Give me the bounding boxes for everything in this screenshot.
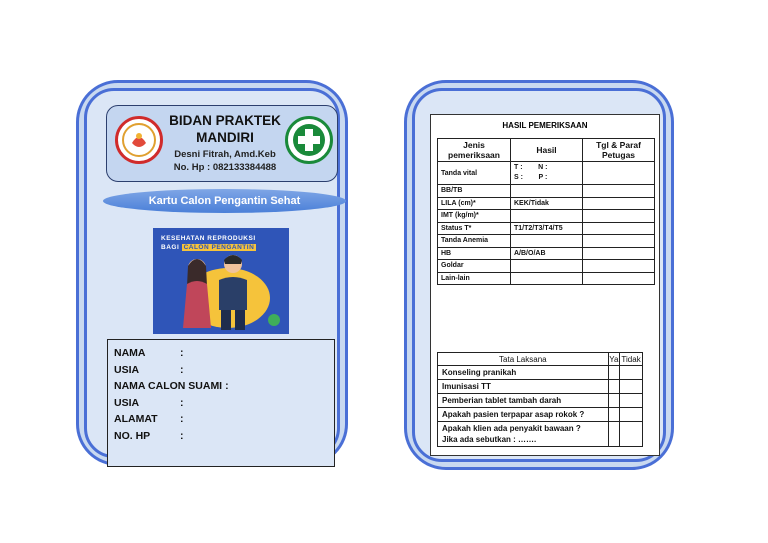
- field-sep: :: [225, 380, 229, 392]
- exam-sign-cell: [583, 210, 655, 223]
- exam-result-cell: [511, 260, 583, 273]
- care-yes-cell: [608, 422, 620, 447]
- exam-result-cell: A/B/O/AB: [511, 247, 583, 260]
- exam-sign-cell: [583, 260, 655, 273]
- care-no-cell: [620, 366, 643, 380]
- exam-result-cell: T1/T2/T3/T4/T5: [511, 222, 583, 235]
- examination-table: [437, 138, 655, 285]
- column-header-care: Tata Laksana: [438, 353, 609, 366]
- registration-card-inner: [84, 88, 340, 458]
- care-yes-cell: [608, 408, 620, 422]
- field-usia-suami: [114, 395, 328, 412]
- table-row: [438, 247, 655, 260]
- care-no-cell: [620, 394, 643, 408]
- exam-sign-cell: [583, 272, 655, 285]
- exam-sign-cell: [583, 247, 655, 260]
- field-label: NAMA CALON SUAMI: [114, 380, 223, 392]
- health-cross-logo-icon: [285, 116, 333, 164]
- examination-sheet: [430, 114, 660, 456]
- exam-name-cell: Tanda vital: [438, 162, 511, 185]
- midwife-phone: No. Hp : 082133384488: [173, 162, 277, 173]
- exam-sign-cell: [583, 185, 655, 198]
- table-row: [438, 260, 655, 273]
- table-row: [438, 197, 655, 210]
- table-row: [438, 235, 655, 248]
- table-row: [438, 380, 643, 394]
- table-row: [438, 162, 655, 185]
- column-header-type: Jenis pemeriksaan: [438, 139, 511, 162]
- illustration-caption-highlight: CALON PENGANTIN: [183, 244, 255, 251]
- column-header-yes: Ya: [609, 354, 619, 364]
- midwife-association-logo-icon: [115, 116, 163, 164]
- exam-name-cell: Tanda Anemia: [438, 235, 511, 248]
- exam-name-cell: Status T*: [438, 222, 511, 235]
- care-item-cell: Imunisasi TT: [438, 380, 609, 394]
- exam-name-cell: Goldar: [438, 260, 511, 273]
- illustration-caption-line1: KESEHATAN REPRODUKSI: [161, 235, 256, 242]
- clinic-header: [106, 105, 338, 182]
- field-sep: :: [180, 429, 184, 442]
- field-no-hp: [114, 428, 328, 445]
- exam-result-cell: T : N : S : P :: [511, 162, 583, 185]
- exam-sign-cell: [583, 162, 655, 185]
- bride-groom-info-box: [107, 339, 335, 467]
- care-yes-cell: [608, 394, 620, 408]
- exam-result-cell: [511, 210, 583, 223]
- field-label: USIA: [114, 363, 140, 376]
- table-row: [438, 272, 655, 285]
- field-sep: :: [180, 347, 184, 359]
- examination-card-inner: [412, 88, 666, 462]
- exam-sign-cell: [583, 222, 655, 235]
- care-no-cell: [620, 408, 643, 422]
- examination-card: [404, 80, 674, 470]
- field-label: ALAMAT: [114, 413, 158, 425]
- column-header-signoff: Tgl & Paraf Petugas: [583, 139, 655, 162]
- column-header-result: Hasil: [511, 139, 583, 162]
- field-sep: :: [180, 363, 184, 376]
- exam-name-cell: LILA (cm)*: [438, 197, 511, 210]
- exam-sign-cell: [583, 197, 655, 210]
- table-row: [438, 366, 643, 380]
- field-alamat: [114, 411, 328, 428]
- table-header-row: [438, 353, 643, 366]
- exam-result-cell: [511, 235, 583, 248]
- care-item-cell: Apakah klien ada penyakit bawaan ? Jika ada sebutkan : …….: [438, 422, 609, 447]
- table-header-row: [438, 139, 655, 162]
- exam-result-cell: KEK/Tidak: [511, 197, 583, 210]
- table-row: [438, 185, 655, 198]
- table-row: [438, 394, 643, 408]
- field-sep: :: [180, 413, 184, 425]
- care-checklist-table: [437, 352, 643, 447]
- clinic-title: BIDAN PRAKTEK MANDIRI: [169, 113, 281, 145]
- care-item-cell: Konseling pranikah: [438, 366, 609, 380]
- registration-card: [76, 80, 348, 466]
- field-usia: [114, 362, 328, 379]
- table-row: [438, 408, 643, 422]
- field-nama: [114, 345, 328, 362]
- field-label: NO. HP: [114, 429, 151, 442]
- field-label: USIA: [114, 396, 140, 409]
- examination-title: HASIL PEMERIKSAAN: [502, 121, 588, 130]
- couple-illustration: [153, 228, 289, 334]
- field-nama-calon-suami: [114, 378, 328, 395]
- care-yes-cell: [608, 380, 620, 394]
- field-label: NAMA: [114, 347, 146, 359]
- table-row: [438, 222, 655, 235]
- care-item-cell: Apakah pasien terpapar asap rokok ?: [438, 408, 609, 422]
- field-sep: :: [180, 396, 184, 409]
- couple-figures-icon: [153, 228, 289, 334]
- midwife-name: Desni Fitrah, Amd.Keb: [174, 149, 276, 160]
- exam-name-cell: HB: [438, 247, 511, 260]
- table-row: [438, 210, 655, 223]
- exam-sign-cell: [583, 235, 655, 248]
- midwife-contact: [159, 148, 291, 174]
- illustration-caption-prefix: BAGI: [161, 244, 180, 251]
- exam-name-cell: BB/TB: [438, 185, 511, 198]
- exam-result-cell: [511, 272, 583, 285]
- care-no-cell: [620, 422, 643, 447]
- column-header-no: Tidak: [621, 354, 641, 364]
- care-item-cell: Pemberian tablet tambah darah: [438, 394, 609, 408]
- care-yes-cell: [608, 366, 620, 380]
- exam-name-cell: IMT (kg/m)*: [438, 210, 511, 223]
- table-row: [438, 422, 643, 447]
- card-title-ribbon: Kartu Calon Pengantin Sehat: [103, 189, 346, 213]
- exam-name-cell: Lain-lain: [438, 272, 511, 285]
- exam-result-cell: [511, 185, 583, 198]
- care-no-cell: [620, 380, 643, 394]
